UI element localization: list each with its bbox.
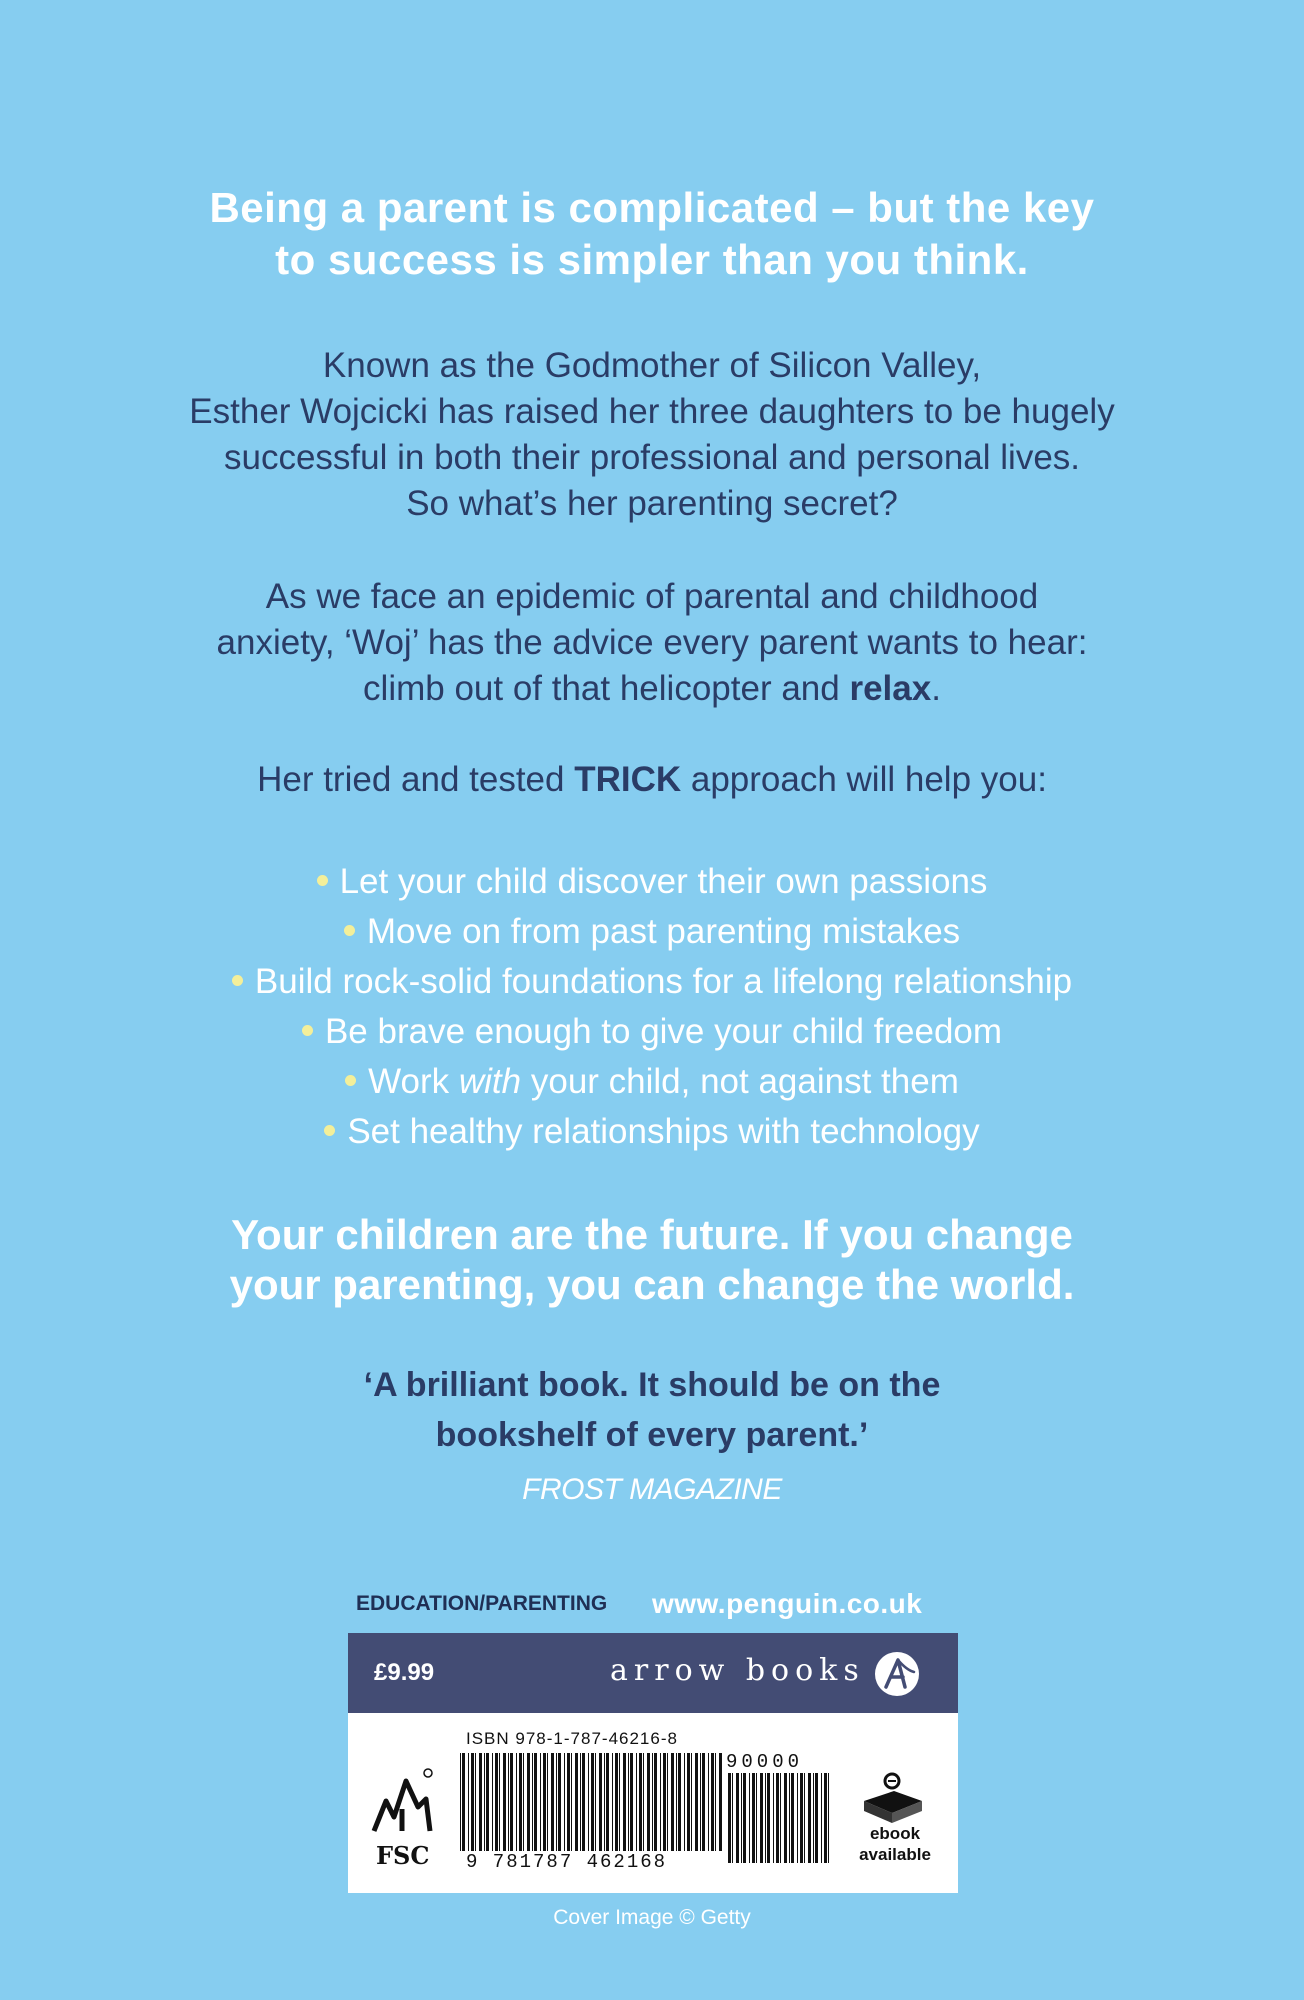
cover-image-credit: Cover Image © Getty bbox=[553, 1906, 751, 1929]
relax-emphasis: relax bbox=[849, 669, 932, 708]
anxiety-period: . bbox=[931, 669, 941, 708]
quote-line: bookshelf of every parent.’ bbox=[435, 1416, 869, 1454]
intro-line: Esther Wojcicki has raised her three daughters to be hugely bbox=[189, 392, 1115, 431]
list-item bbox=[0, 1057, 1304, 1107]
ebook-line: ebook bbox=[869, 1824, 921, 1843]
bullet-dot-icon bbox=[302, 1025, 313, 1036]
category-label: EDUCATION/PARENTING bbox=[356, 1592, 608, 1615]
list-item-text: Be brave enough to give your child freedom bbox=[324, 1012, 1003, 1051]
arrow-books-logo-icon bbox=[874, 1651, 920, 1697]
barcode-number: 9 781787 462168 bbox=[466, 1851, 668, 1873]
bullet-dot-icon bbox=[232, 975, 243, 986]
barcode-panel bbox=[348, 1633, 958, 1893]
list-item-text: Let your child discover their own passions bbox=[339, 862, 988, 901]
trick-emphasis: TRICK bbox=[574, 760, 682, 799]
closing-line: Your children are the future. If you change bbox=[231, 1211, 1073, 1258]
fsc-label: FSC bbox=[376, 1841, 430, 1870]
closing-line: your parenting, you can change the world. bbox=[229, 1261, 1075, 1308]
list-item-text: Set healthy relationships with technology bbox=[347, 1112, 980, 1151]
publisher-name: arrow books bbox=[610, 1653, 865, 1688]
list-item bbox=[0, 1007, 1304, 1057]
price-addon-barcode-icon bbox=[726, 1773, 836, 1863]
bullet-dot-icon bbox=[324, 1125, 335, 1136]
isbn-barcode-icon bbox=[458, 1753, 728, 1863]
list-item bbox=[0, 907, 1304, 957]
list-item bbox=[0, 957, 1304, 1007]
trick-text: approach will help you: bbox=[681, 760, 1047, 799]
anxiety-line bbox=[0, 666, 1304, 712]
anxiety-text: climb out of that helicopter and bbox=[363, 669, 850, 708]
tagline-line: Being a parent is complicated – but the key bbox=[209, 184, 1095, 231]
ebook-device-icon bbox=[858, 1771, 928, 1831]
ebook-line: available bbox=[859, 1845, 931, 1864]
list-item bbox=[0, 1107, 1304, 1157]
intro-line: successful in both their professional and personal lives. bbox=[223, 438, 1081, 477]
review-quote bbox=[0, 1360, 1304, 1460]
anxiety-paragraph bbox=[0, 574, 1304, 712]
trick-text: Her tried and tested bbox=[257, 760, 575, 799]
intro-paragraph bbox=[0, 343, 1304, 527]
addon-number: 90000 bbox=[726, 1751, 804, 1773]
intro-line: So what’s her parenting secret? bbox=[406, 484, 898, 523]
tagline bbox=[0, 182, 1304, 286]
publisher-website: www.penguin.co.uk bbox=[652, 1588, 923, 1619]
publisher-bar bbox=[348, 1633, 958, 1713]
bullet-dot-icon bbox=[344, 925, 355, 936]
bullet-dot-icon bbox=[345, 1075, 356, 1086]
closing-statement bbox=[0, 1210, 1304, 1310]
list-item-text: Build rock-solid foundations for a lifelong relationship bbox=[254, 962, 1073, 1001]
list-item bbox=[0, 857, 1304, 907]
list-item-text: Work bbox=[368, 1062, 459, 1101]
list-item-text: your child, not against them bbox=[521, 1062, 959, 1101]
isbn: ISBN 978-1-787-46216-8 bbox=[466, 1729, 678, 1748]
intro-line: Known as the Godmother of Silicon Valley, bbox=[322, 346, 982, 385]
anxiety-line: anxiety, ‘Woj’ has the advice every parent wants to hear: bbox=[216, 623, 1088, 662]
benefit-list bbox=[0, 857, 1304, 1157]
bullet-dot-icon bbox=[317, 875, 328, 886]
anxiety-line: As we face an epidemic of parental and childhood bbox=[265, 577, 1039, 616]
quote-line: ‘A brilliant book. It should be on the bbox=[363, 1366, 941, 1404]
list-item-text: Move on from past parenting mistakes bbox=[366, 912, 961, 951]
quote-source: FROST MAGAZINE bbox=[522, 1473, 782, 1506]
tagline-line: to success is simpler than you think. bbox=[275, 236, 1029, 283]
trick-intro bbox=[0, 757, 1304, 803]
ebook-available-label bbox=[840, 1823, 950, 1865]
price: £9.99 bbox=[374, 1659, 435, 1686]
with-emphasis: with bbox=[458, 1062, 522, 1101]
